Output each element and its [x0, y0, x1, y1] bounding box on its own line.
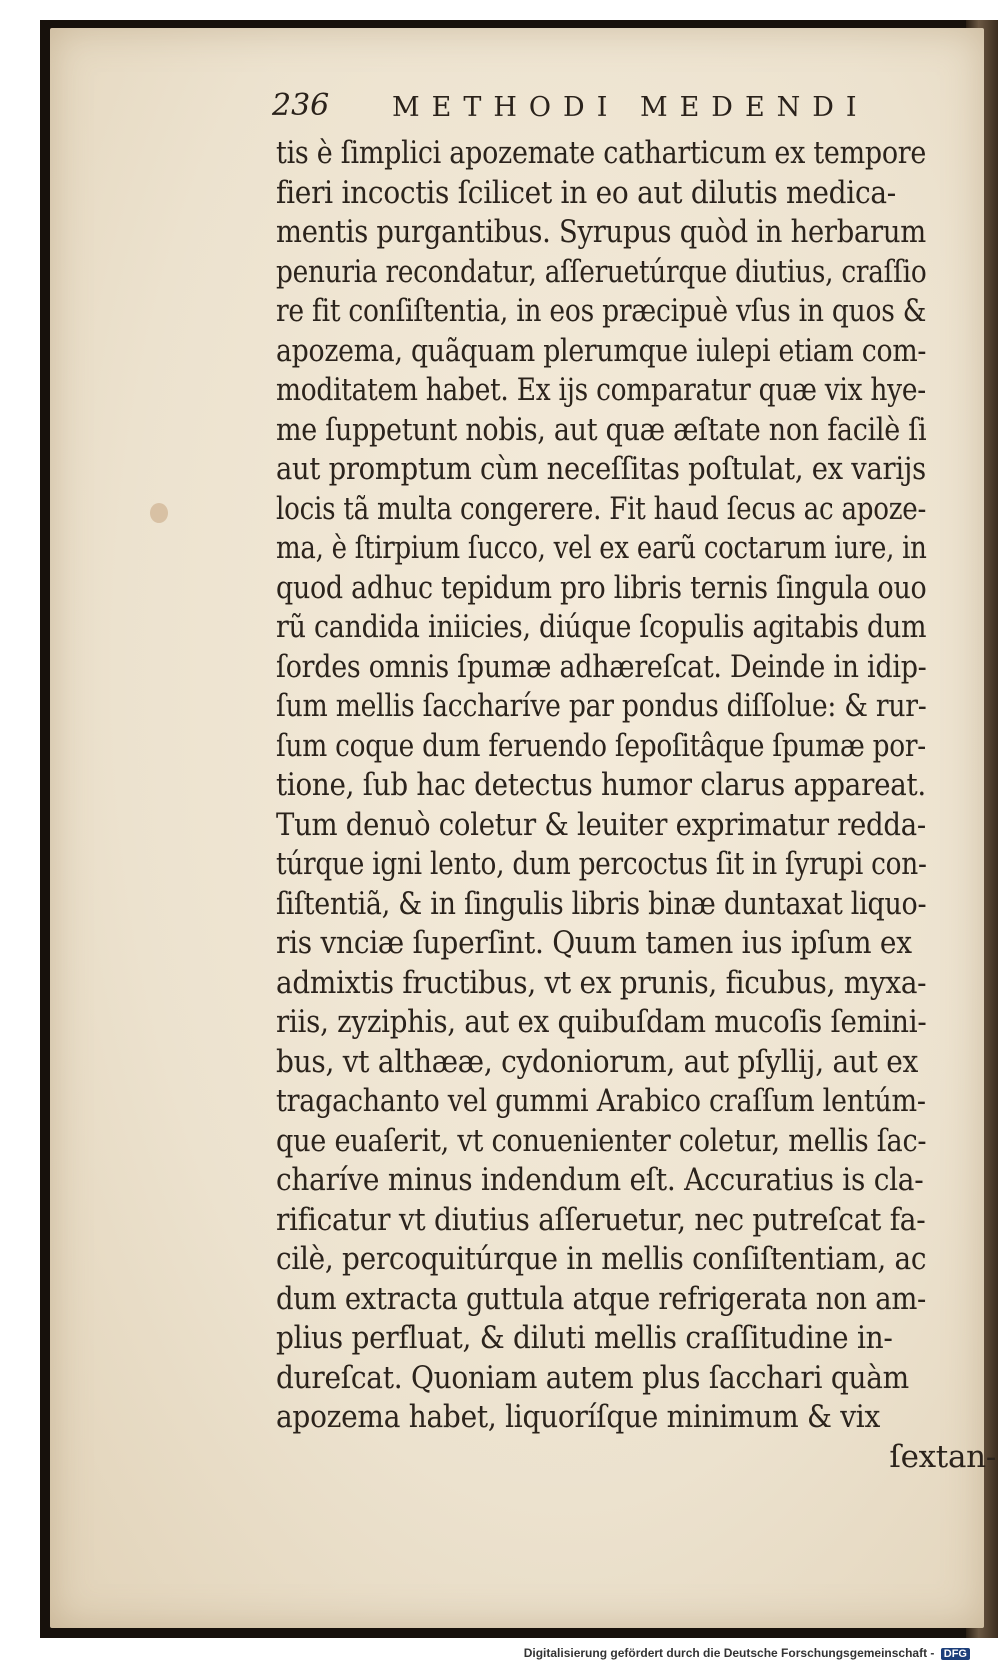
- text-line: moditatem habet. Ex ijs comparatur quæ vix hye-: [276, 372, 926, 408]
- text-line: ſordes omnis ſpumæ adhæreſcat. Deinde in idip-: [276, 648, 927, 685]
- text-line: ſum coque dum feruendo ſepoſitâque ſpumæ por-: [276, 727, 926, 764]
- digitization-note-text: Digitalisierung gefördert durch die Deutsche Forschungsgemeinschaft -: [523, 1646, 935, 1660]
- text-line: cilè, percoquitúrque in mellis conſiſtentiam, ac: [276, 1241, 927, 1277]
- text-line: apozema habet, liquoríſque minimum & vix: [276, 1399, 881, 1435]
- text-line: ris vnciæ ſuperſint. Quum tamen ius ipſum ex: [276, 925, 912, 961]
- text-line: rũ candida iniicies, diúque ſcopulis agitabis dum: [276, 609, 927, 645]
- text-line: túrque igni lento, dum percoctus ſit in ſyrupi con-: [276, 846, 927, 882]
- text-line: Tum denuò coletur & leuiter exprimatur redda-: [276, 806, 926, 843]
- digitization-note: [524, 1646, 970, 1660]
- text-line: apozema, quãquam plerumque iulepi etiam com-: [276, 332, 927, 369]
- text-line: me ſuppetunt nobis, aut quæ æſtate non facilè ſi: [276, 411, 927, 448]
- text-line: riis, zyziphis, aut ex quibuſdam mucoſis ſemini-: [276, 1004, 927, 1040]
- page-number: 236: [272, 88, 330, 123]
- text-line: tragachanto vel gummi Arabico craſſum lentúm-: [276, 1083, 926, 1119]
- text-line: fieri incoctis ſcilicet in eo aut dilutis medica-: [276, 174, 896, 211]
- text-line: charíve minus indendum eſt. Accuratius is cla-: [276, 1162, 924, 1198]
- text-line: bus, vt althææ, cydoniorum, aut pſyllij, aut ex: [276, 1043, 919, 1080]
- text-line: re fit conſiſtentia, in eos præcipuè vſus in quos &: [276, 293, 927, 329]
- text-line: tis è ſimplici apozemate catharticum ex tempore: [276, 135, 927, 171]
- body-text: [276, 134, 996, 1477]
- text-line: plius perfluat, & diluti mellis craſſitudine in-: [276, 1320, 893, 1356]
- text-line: rificatur vt diutius aſſeruetur, nec putreſcat fa-: [276, 1201, 926, 1238]
- text-line: que euaſerit, vt conuenienter coletur, mellis ſac-: [276, 1122, 927, 1159]
- text-line: aut promptum cùm neceſſitas poſtulat, ex varijs: [276, 451, 926, 487]
- footer-bar: [0, 1642, 1000, 1670]
- paper-stain: [150, 503, 168, 523]
- text-line: tione, ſub hac detectus humor clarus appareat.: [276, 767, 926, 803]
- running-head: METHODI MEDENDI: [392, 92, 869, 123]
- text-line: mentis purgantibus. Syrupus quòd in herbarum: [276, 214, 926, 250]
- text-line: ſiſtentiã, & in ſingulis libris binæ duntaxat liquo-: [276, 885, 927, 922]
- text-line: quod adhuc tepidum pro libris ternis ſingula ouo: [276, 569, 927, 606]
- dfg-logo: DFG: [941, 1648, 970, 1660]
- text-line: ſextan-: [889, 1438, 996, 1475]
- text-line: penuria recondatur, aſſeruetúrque diutius, craſſio: [276, 253, 927, 290]
- text-line: locis tã multa congerere. Fit haud ſecus ac apoze-: [276, 490, 927, 527]
- text-line: ſum mellis ſaccharíve par pondus diſſolue: & rur-: [276, 688, 927, 724]
- page-header: [272, 88, 922, 130]
- text-line: ma, è ſtirpium ſucco, vel ex earũ coctarum iure, in: [276, 530, 927, 566]
- text-line: dum extracta guttula atque refrigerata non am-: [276, 1280, 927, 1317]
- text-line: dureſcat. Quoniam autem plus ſacchari quàm: [276, 1359, 909, 1396]
- text-line: admixtis fructibus, vt ex prunis, ficubus, myxa-: [276, 964, 927, 1001]
